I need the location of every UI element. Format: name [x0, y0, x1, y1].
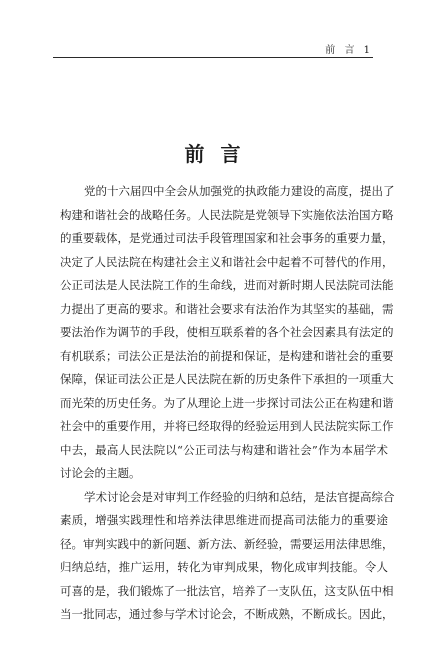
text-line: 有机联系；司法公正是法治的前提和保证，是构建和谐社会的重要 — [60, 348, 394, 363]
text-line: 讨论会的主题。 — [60, 466, 141, 480]
text-line: 党的十六届四中全会从加强党的执政能力建设的高度，提出了 — [84, 184, 395, 198]
text-line: 决定了人民法院在构建社会主义和谐社会中起着不可替代的作用， — [60, 254, 394, 269]
running-header-text: 前 言 1 — [325, 45, 373, 56]
paragraph-2 — [60, 486, 395, 627]
text-line: 而光荣的历史任务。为了从理论上进一步探讨司法公正在构建和谐 — [60, 395, 394, 410]
text-line: 素质，增强实践理性和培养法律思维进而提高司法能力的重要途 — [60, 513, 388, 527]
text-line: 学术讨论会是对审判工作经验的归纳和总结，是法官提高综合 — [84, 489, 395, 504]
text-line: 归纳总结，推广运用，转化为审判成果，物化成审判技能。令人 — [60, 560, 388, 574]
text-line: 保障，保证司法公正是人民法院在新的历史条件下承担的一项重大 — [60, 372, 394, 386]
text-line: 力提出了更高的要求。和谐社会要求有法治作为其坚实的基础，需 — [60, 301, 394, 316]
body-text — [60, 180, 395, 627]
text-line: 径。审判实践中的新问题、新方法、新经验，需要运用法律思维， — [60, 536, 394, 551]
page-title: 前言 — [184, 142, 257, 166]
text-line: 当一批同志，通过参与学术讨论会，不断成熟，不断成长。因此， — [60, 607, 394, 621]
text-line: 社会中的重要作用，并将已经取得的经验运用到人民法院实际工作 — [60, 419, 394, 433]
text-line: 的重要载体，是党通过司法手段管理国家和社会事务的重要力量， — [60, 231, 394, 245]
text-line: 公正司法是人民法院工作的生命线，进而对新时期人民法院司法能 — [60, 278, 394, 292]
text-line: 中去，最高人民法院以“公正司法与构建和谐社会”作为本届学术 — [60, 442, 388, 457]
text-line: 可喜的是，我们锻炼了一批法官，培养了一支队伍，这支队伍中相 — [60, 583, 394, 598]
running-header — [53, 39, 373, 58]
text-line: 要法治作为调节的手段，使相互联系着的各个社会因素具有法定的 — [60, 325, 394, 339]
paragraph-1 — [60, 180, 395, 486]
text-line: 构建和谐社会的战略任务。人民法院是党领导下实施依法治国方略 — [60, 207, 394, 222]
